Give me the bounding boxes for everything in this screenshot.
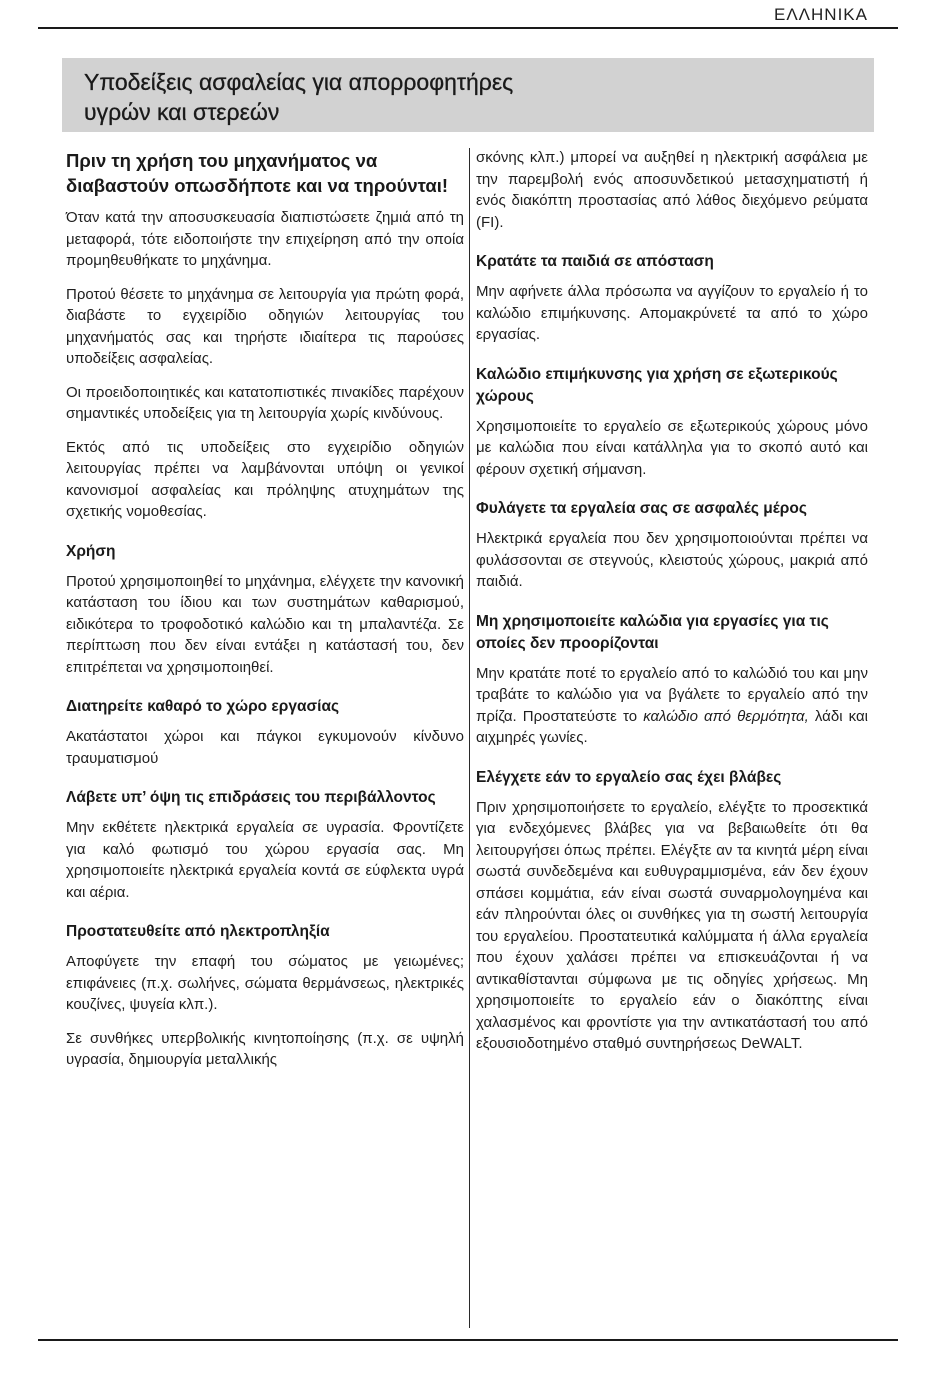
- right-column: [476, 147, 868, 1073]
- clean-area-heading: Διατηρείτε καθαρό το χώρο εργασίας: [66, 698, 340, 715]
- damage-check-heading: Ελέγχετε εάν το εργαλείο σας έχει βλάβες: [476, 768, 782, 786]
- cables-text-part-2: λάδι και αιχμηρές γωνίες.: [476, 707, 868, 746]
- children-heading: Κρατάτε τα παιδιά σε απόσταση: [476, 253, 714, 270]
- cables-text-italic: καλώδιο από θερμότητα,: [643, 707, 809, 725]
- electric-shock-paragraph-1: Αποφύγετε την επαφή του σώματος με γειωμένες; επιφάνειες (π.χ. σωλήνες, σώματα θερμάνσεως, ηλεκτρικές κουζίνες, ψυγεία κλπ.).: [66, 953, 464, 1013]
- usage-heading: Χρήση: [66, 542, 116, 560]
- page-title: [84, 67, 513, 127]
- title-banner: [62, 58, 874, 132]
- bottom-rule: [38, 1339, 898, 1341]
- extension-cable-heading: Καλώδιο επιμήκυνσης για χρήση σε εξωτερικούς χώρους: [476, 365, 838, 405]
- children-section: [476, 251, 868, 346]
- clean-area-section: [66, 696, 464, 769]
- storage-heading: Φυλάγετε τα εργαλεία σας σε ασφαλές μέρος: [476, 500, 807, 517]
- damage-check-section: [476, 767, 868, 1055]
- language-label: ΕΛΛΗΝΙΚΑ: [773, 5, 868, 24]
- clean-area-text: Ακατάστατοι χώροι και πάγκοι εγκυμονούν κίνδυνο τραυματισμού: [66, 728, 464, 767]
- cables-heading: Μη χρησιμοποιείτε καλώδια για εργασίες για τις οποίες δεν προορίζονται: [476, 612, 829, 652]
- cables-text: [476, 663, 868, 749]
- storage-text: Ηλεκτρικά εργαλεία που δεν χρησιμοποιούνται πρέπει να φυλάσσονται σε στεγνούς, κλειστούς χώρους, μακριά από παιδιά.: [476, 530, 868, 590]
- environment-section: [66, 787, 464, 903]
- cables-section: [476, 611, 868, 749]
- left-column: [66, 148, 464, 1089]
- continuation-text: σκόνης κλπ.) μπορεί να αυξηθεί η ηλεκτρική ασφάλεια με την παρεμβολή ενός αποσυνδετικού μετασχηματιστή ή ενός διακόπτη προστασίας από λάθος διεχόμενο ρεύματα (FI).: [476, 149, 868, 231]
- continuation-section: [476, 147, 868, 233]
- extension-cable-section: [476, 364, 868, 481]
- environment-text: Μην εκθέτετε ηλεκτρικά εργαλεία σε υγρασία. Φροντίζετε για καλό φωτισμό του χώρου εργασία σας. Μη χρησιμοποιείτε ηλεκτρικά εργαλεία κοντά σε εύφλεκτα υγρά και αέρια.: [66, 819, 464, 901]
- lead-section: [66, 148, 464, 523]
- electric-shock-paragraph-2: Σε συνθήκες υπερβολικής κινητοποίησης (π.χ. σε υψηλή υγρασία, δημιουργία μεταλλικής: [66, 1029, 464, 1068]
- page-title-line-1: Υποδείξεις ασφαλείας για απορροφητήρες: [84, 69, 514, 95]
- cables-text-part-1: Μην κρατάτε ποτέ το εργαλείο από το καλώδιό του και μην τραβάτε το καλώδιο για να βγάλετε το εργαλείο από την πρίζα. Προστατεύστε το: [476, 664, 868, 725]
- electric-shock-section: [66, 921, 464, 1071]
- storage-section: [476, 498, 868, 593]
- page-title-line-2: υγρών και στερεών: [84, 99, 280, 125]
- damage-check-text: Πριν χρησιμοποιήσετε το εργαλείο, ελέγξτε το προσεκτικά για ενδεχόμενες βλάβες για να βεβαιωθείτε ότι θα λειτουργήσει όπως πρέπει. Ελέγξτε αν τα κινητά μέρη είναι σωστά συνδεδεμένα και ευθυγραμμισμένα, εάν δεν έχουν σπάσει κομμάτια, εάν είναι σωστά συναρμολογημένα και εάν πληρούνται όλες οι συνθήκες για τη σωστή λειτουργία του εργαλείου. Προστατευτικά καλύμματα ή άλλα εργαλεία που έχουν χαλάσει πρέπει να επισκευάζονται ή να αντικαθίστανται σύμφωνα με τις οδηγίες χρήσεως. Μη χρησιμοποιείτε το εργαλείο εάν ο διακόπτης είναι χαλασμένος και φροντίστε για την αντικατάστασή του από εξουσιοδοτημένο σταθμό συντηρήσεως DeWALT.: [476, 798, 868, 1052]
- lead-heading: Πριν τη χρήση του μηχανήματος να διαβαστούν οπωσδήποτε και να τηρούνται!: [66, 150, 449, 196]
- electric-shock-heading: Προστατευθείτε από ηλεκτροπληξία: [66, 923, 330, 940]
- column-divider: [469, 148, 470, 1328]
- lead-paragraph-2: Προτού θέσετε το μηχάνημα σε λειτουργία για πρώτη φορά, διαβάστε το εγχειρίδιο οδηγιών λειτουργίας του μηχανήματός σας και τηρήστε ιδιαίτερα τις παρούσες υποδείξεις ασφαλείας.: [66, 285, 464, 367]
- children-text: Μην αφήνετε άλλα πρόσωπα να αγγίζουν το εργαλείο ή το καλώδιο επιμήκυνσης. Απομακρύνετέ τα από το χώρο εργασίας.: [476, 283, 868, 343]
- extension-cable-text: Χρησιμοποιείτε το εργαλείο σε εξωτερικούς χώρους μόνο με καλώδια που είναι κατάλληλα για το σκοπό αυτό και φέρουν σχετική σήμανση.: [476, 417, 868, 478]
- lead-paragraph-1: Όταν κατά την αποσυσκευασία διαπιστώσετε ζημιά από τη μεταφορά, τότε ειδοποιήστε την επιχείρηση από την οποία προμηθευθήκατε το μηχάνημα.: [66, 209, 464, 269]
- lead-paragraph-4: Εκτός από τις υποδείξεις στο εγχειρίδιο οδηγιών λειτουργίας πρέπει να λαμβάνονται υπόψη οι γενικοί κανονισμοί ασφαλείας και πρόληψης ατυχημάτων της σχετικής νομοθεσίας.: [66, 438, 464, 520]
- usage-text: Προτού χρησιμοποιηθεί το μηχάνημα, ελέγχετε την κανονική κατάσταση του ίδιου και των συστημάτων καθαρισμού, ειδικότερα το τροφοδοτικό καλώδιο και τη μπαλαντέζα. Σε περίπτωση που δεν είναι εντάξει η κατάστασή του, δεν επιτρέπεται να χρησιμοποιηθεί.: [66, 572, 464, 676]
- environment-heading: Λάβετε υπ’ όψη τις επιδράσεις του περιβάλλοντος: [66, 789, 436, 806]
- usage-section: [66, 541, 464, 679]
- lead-paragraph-3: Οι προειδοποιητικές και κατατοπιστικές πινακίδες παρέχουν σημαντικές υποδείξεις για τη λειτουργία χωρίς κινδύνους.: [66, 383, 464, 422]
- top-rule: [38, 27, 898, 29]
